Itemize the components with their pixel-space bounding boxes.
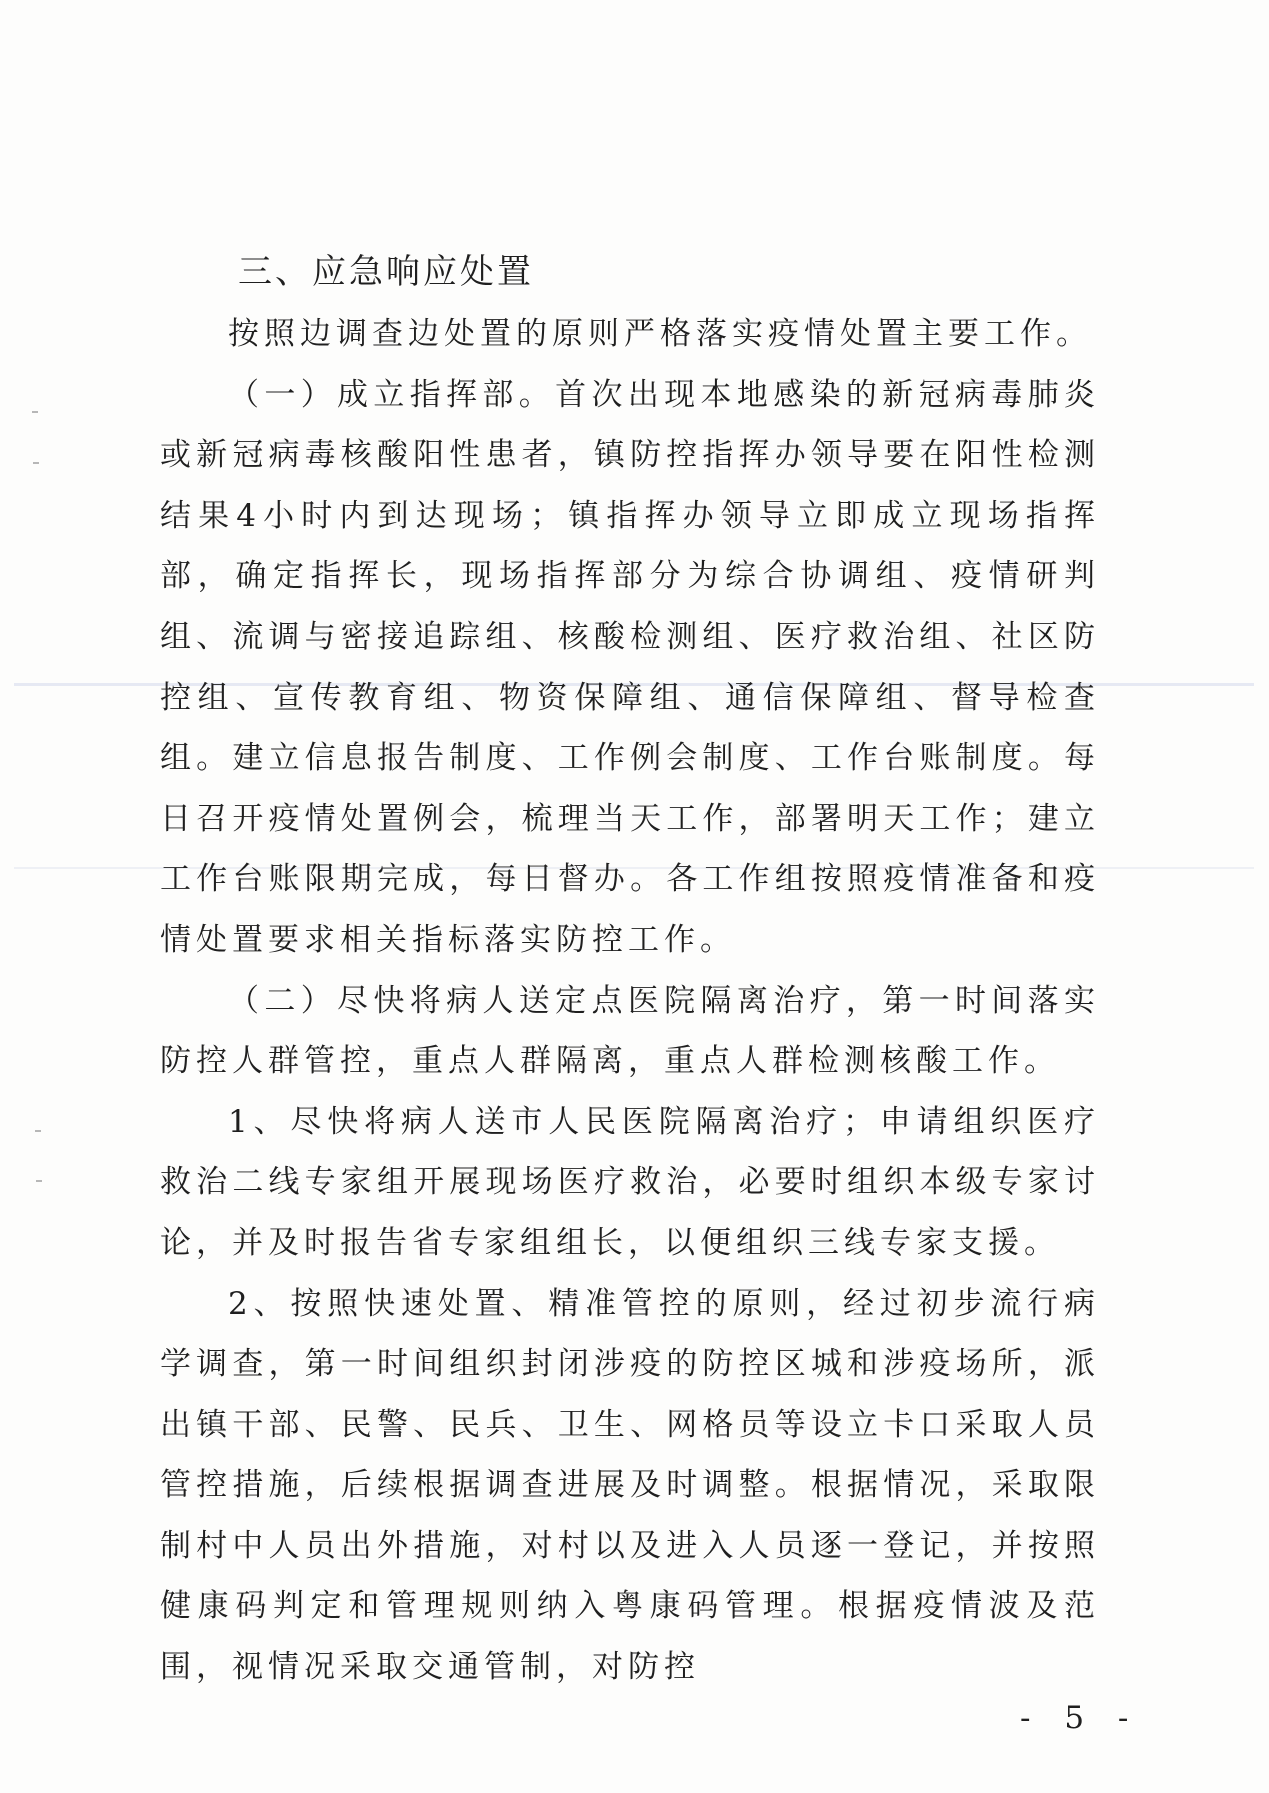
body-paragraph: 按照边调查边处置的原则严格落实疫情处置主要工作。 [228,316,1092,352]
scan-speck [35,1130,41,1132]
body-paragraph: 2、按照快速处置、精准管控的原则，经过初步流行病学调查，第一时间组织封闭涉疫的防控区城和涉疫场所，派出镇干部、民警、民兵、卫生、网格员等设立卡口采取人员管控措施，后续根据调查进展及时调整。根据情况，采取限制村中人员出外措施，对村以及进入人员逐一登记，并按照健康码判定和管理规则纳入粤康码管理。根据疫情波及范围，视情况采取交通管制，对防控 [160,1285,1100,1686]
body-paragraph: （一）成立指挥部。首次出现本地感染的新冠病毒肺炎或新冠病毒核酸阳性患者，镇防控指挥办领导要在阳性检测结果4小时内到达现场；镇指挥办领导立即成立现场指挥部，确定指挥长，现场指挥部分为综合协调组、疫情研判组、流调与密接追踪组、核酸检测组、医疗救治组、社区防控组、宣传教育组、物资保障组、通信保障组、督导检查组。建立信息报告制度、工作例会制度、工作台账制度。每日召开疫情处置例会，梳理当天工作，部署明天工作；建立工作台账限期完成，每日督办。各工作组按照疫情准备和疫情处置要求相关指标落实防控工作。 [160,376,1100,958]
section-heading: 三、应急响应处置 [238,252,534,292]
body-paragraph: （二）尽快将病人送定点医院隔离治疗，第一时间落实防控人群管控，重点人群隔离，重点人群检测核酸工作。 [160,982,1100,1080]
scan-speck [36,1180,42,1182]
page-number: - 5 - [1020,1700,1141,1736]
scan-speck [32,411,38,413]
scan-speck [33,462,39,464]
body-paragraph: 1、尽快将病人送市人民医院隔离治疗；申请组织医疗救治二线专家组开展现场医疗救治，必要时组织本级专家讨论，并及时报告省专家组组长，以便组织三线专家支援。 [160,1103,1100,1261]
document-body [160,240,1100,1698]
